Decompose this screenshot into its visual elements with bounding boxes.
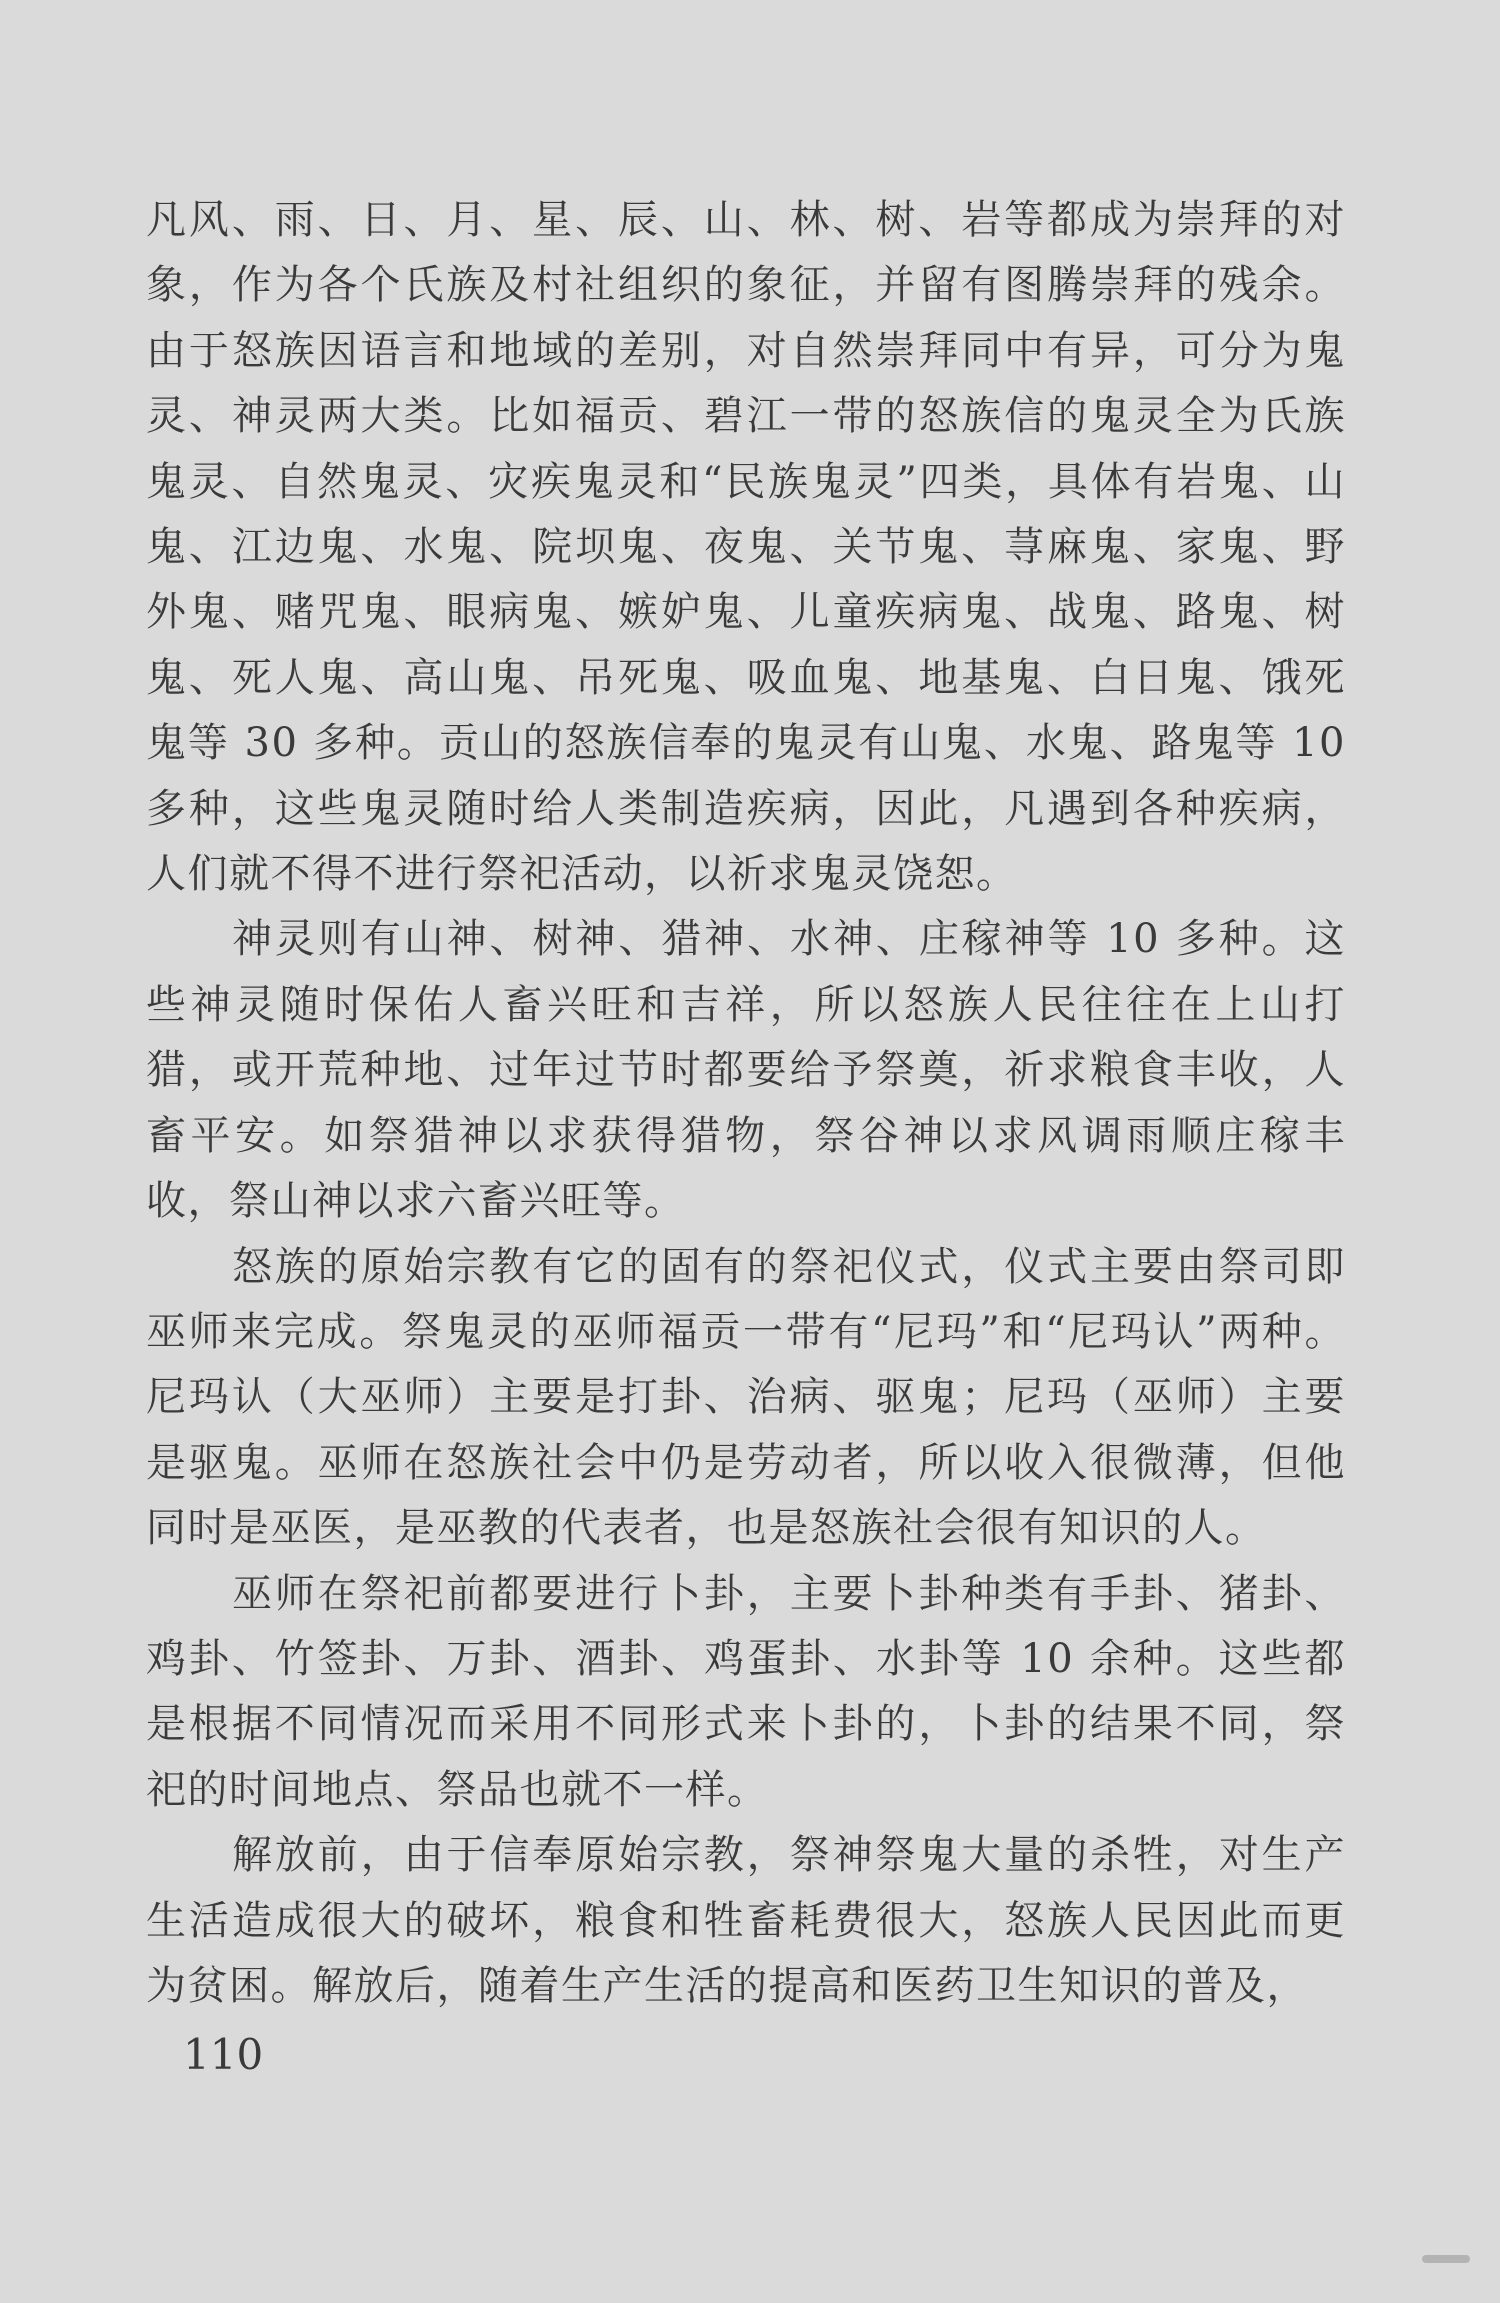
paragraph-4: 巫师在祭祀前都要进行卜卦，主要卜卦种类有手卦、猪卦、鸡卦、竹签卦、万卦、酒卦、鸡蛋卦、水卦等 10 余种。这些都是根据不同情况而采用不同形式来卜卦的，卜卦的结果不同，祭祀的时间地点、祭品也就不一样。 xyxy=(146,1570,1346,1813)
paragraph-1: 凡风、雨、日、月、星、辰、山、林、树、岩等都成为崇拜的对象，作为各个氏族及村社组织的象征，并留有图腾崇拜的残余。由于怒族因语言和地域的差别，对自然崇拜同中有异，可分为鬼灵、神灵两大类。比如福贡、碧江一带的怒族信的鬼灵全为氏族鬼灵、自然鬼灵、灾疾鬼灵和“民族鬼灵”四类，具体有岩鬼、山鬼、江边鬼、水鬼、院坝鬼、夜鬼、关节鬼、荨麻鬼、家鬼、野外鬼、赌咒鬼、眼病鬼、嫉妒鬼、儿童疾病鬼、战鬼、路鬼、树鬼、死人鬼、高山鬼、吊死鬼、吸血鬼、地基鬼、白日鬼、饿死鬼等 30 多种。贡山的怒族信奉的鬼灵有山鬼、水鬼、路鬼等 10 多种，这些鬼灵随时给人类制造疾病，因此，凡遇到各种疾病，人们就不得不进行祭祀活动，以祈求鬼灵饶恕。 xyxy=(146,197,1346,898)
page-number: 110 xyxy=(183,2030,264,2079)
body-text xyxy=(146,188,1346,2019)
scan-speck xyxy=(1422,2255,1470,2263)
paragraph-2: 神灵则有山神、树神、猎神、水神、庄稼神等 10 多种。这些神灵随时保佑人畜兴旺和吉祥，所以怒族人民往往在上山打猎，或开荒种地、过年过节时都要给予祭奠，祈求粮食丰收，人畜平安。如祭猎神以求获得猎物，祭谷神以求风调雨顺庄稼丰收，祭山神以求六畜兴旺等。 xyxy=(146,916,1346,1225)
paragraph-5: 解放前，由于信奉原始宗教，祭神祭鬼大量的杀牲，对生产生活造成很大的破坏，粮食和牲畜耗费很大，怒族人民因此而更为贫困。解放后，随着生产生活的提高和医药卫生知识的普及， xyxy=(146,1832,1346,2009)
paragraph-3: 怒族的原始宗教有它的固有的祭祀仪式，仪式主要由祭司即巫师来完成。祭鬼灵的巫师福贡一带有“尼玛”和“尼玛认”两种。尼玛认（大巫师）主要是打卦、治病、驱鬼；尼玛（巫师）主要是驱鬼。巫师在怒族社会中仍是劳动者，所以收入很微薄，但他同时是巫医，是巫教的代表者，也是怒族社会很有知识的人。 xyxy=(146,1243,1346,1552)
